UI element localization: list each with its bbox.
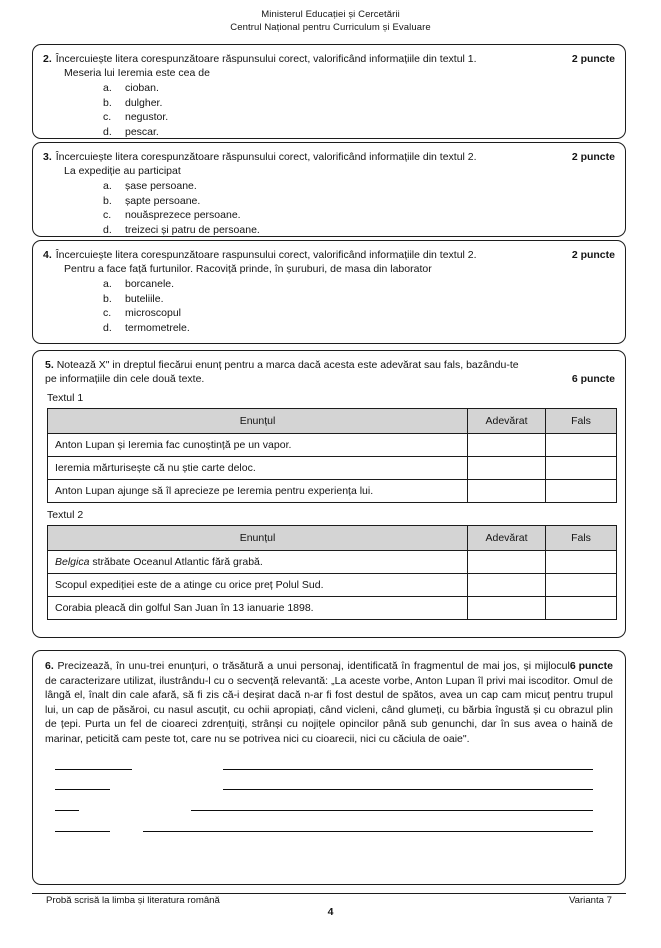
choice-option[interactable] xyxy=(33,194,625,209)
question-2-number: 2. xyxy=(43,53,52,65)
choice-option[interactable] xyxy=(33,125,625,140)
question-4-stem: Încercuiește litera corespunzătoare raspunsului corect, valorificând informațiile din textul 2. xyxy=(55,249,477,261)
answer-writing-area[interactable] xyxy=(33,751,625,843)
choice-letter: d. xyxy=(103,321,112,334)
question-3-stem: Încercuiește litera corespunzătoare răspunsului corect, valorificând informațiile din textul 2. xyxy=(55,151,477,163)
table-header-row xyxy=(48,526,617,551)
question-6-text: Precizează, în unu-trei enunțuri, o trăsătură a unui personaj, identificată în fragmentul de mai jos, și mijlocul de caracterizare utilizat, ilustrându-l cu o secvență relevantă: „La aceste vorbe, Anton Lupan îl privi mai iscoditor. Omul de lângă el, înalt din cale afară, să fi zis că-i deșirat dacă n-ar fi fost destul de spătos, avea un cap cam micuț pentru trupul lui, un cap de păsăroi, cu nasul ascuțit, cu ochii apropiați, când vicleni, când glumeți, cu bărbia îngustă și cu obrazul plin de țepi. Purta un fel de cioareci zdrențuiți, strânși cu nojițele opincilor până sub genunchi, dar în sus avea o haină de marinar, peticită cam peste tot, care nu se potrivea nici cu cioarecii, nici cu căciula de oaie". xyxy=(45,660,613,745)
question-5-points: 6 puncte xyxy=(571,373,615,386)
choice-option[interactable] xyxy=(33,81,625,96)
table-row xyxy=(48,480,617,503)
choice-text: pescar. xyxy=(125,125,159,138)
column-header-enuntul: Enunțul xyxy=(48,409,468,434)
question-box-4 xyxy=(32,240,626,344)
choice-text: nouăsprezece persoane. xyxy=(125,209,241,222)
question-4-number: 4. xyxy=(43,249,52,261)
fals-answer-cell[interactable] xyxy=(546,551,617,574)
choice-option[interactable] xyxy=(33,96,625,111)
fals-answer-cell[interactable] xyxy=(546,434,617,457)
ship-name-italic: Belgica xyxy=(55,556,90,569)
document-header xyxy=(0,0,661,34)
choice-text: buteliile. xyxy=(125,292,164,305)
choice-option[interactable] xyxy=(33,277,625,292)
statement-cell: Anton Lupan ajunge să îl aprecieze pe Ieremia pentru experiența lui. xyxy=(48,480,468,503)
answer-line-segment xyxy=(55,769,132,770)
question-4-header-row xyxy=(33,248,625,262)
question-6-points: 6 puncte xyxy=(569,660,613,672)
choice-letter: b. xyxy=(103,194,112,207)
question-5-stem-row-2 xyxy=(33,372,625,386)
question-box-6 xyxy=(32,650,626,885)
adevarat-answer-cell[interactable] xyxy=(468,457,546,480)
choice-option[interactable] xyxy=(33,223,625,238)
question-3-choices xyxy=(33,178,625,237)
adevarat-answer-cell[interactable] xyxy=(468,551,546,574)
question-2-choices xyxy=(33,80,625,139)
footer-variant: Varianta 7 xyxy=(568,895,612,906)
header-line-center: Centrul Național pentru Curriculum și Evaluare xyxy=(230,21,431,33)
choice-text: borcanele. xyxy=(125,278,175,290)
question-2-subprompt: Meseria lui Ieremia este cea de xyxy=(64,67,210,79)
choice-option[interactable] xyxy=(33,306,625,321)
truth-table-textul-1 xyxy=(47,408,617,503)
question-box-2 xyxy=(32,44,626,139)
choice-option[interactable] xyxy=(33,292,625,307)
statement-cell: Scopul expediției este de a atinge cu orice preț Polul Sud. xyxy=(48,574,468,597)
page-number: 4 xyxy=(327,906,334,918)
question-2-stem: Încercuiește litera corespunzătoare răspunsului corect, valorificând informațiile din textul 1. xyxy=(55,53,477,65)
question-2-header-row xyxy=(33,52,625,66)
choice-text: treizeci și patru de persoane. xyxy=(125,223,260,236)
choice-letter: b. xyxy=(103,96,112,109)
truth-table-textul-2 xyxy=(47,525,617,620)
choice-option[interactable] xyxy=(33,321,625,336)
choice-letter: d. xyxy=(103,125,112,138)
statement-cell xyxy=(48,551,468,574)
column-header-fals: Fals xyxy=(546,409,617,434)
footer-divider xyxy=(32,893,626,894)
adevarat-answer-cell[interactable] xyxy=(468,574,546,597)
question-4-choices xyxy=(33,276,625,335)
choice-letter: d. xyxy=(103,223,112,236)
question-5-stem-line2: pe informațiile din cele două texte. xyxy=(45,373,205,386)
choice-text: cioban. xyxy=(125,82,159,94)
choice-text: termometrele. xyxy=(125,321,190,334)
question-3-points: 2 puncte xyxy=(571,151,615,163)
statement-cell: Corabia pleacă din golful San Juan în 13 ianuarie 1898. xyxy=(48,597,468,620)
adevarat-answer-cell[interactable] xyxy=(468,597,546,620)
answer-line-segment xyxy=(55,789,110,790)
fals-answer-cell[interactable] xyxy=(546,597,617,620)
choice-text: dulgher. xyxy=(125,96,163,109)
fals-answer-cell[interactable] xyxy=(546,457,617,480)
statement-cell: Ieremia mărturisește că nu știe carte deloc. xyxy=(48,457,468,480)
answer-line-segment xyxy=(191,810,593,811)
column-header-enuntul: Enunțul xyxy=(48,526,468,551)
fals-answer-cell[interactable] xyxy=(546,480,617,503)
choice-letter: a. xyxy=(103,82,112,94)
choice-text: microscopul xyxy=(125,307,182,320)
choice-option[interactable] xyxy=(33,179,625,194)
choice-text: șapte persoane. xyxy=(125,194,201,207)
question-6-number: 6. xyxy=(45,660,54,672)
table-label-textul-2: Textul 2 xyxy=(47,509,84,522)
question-6-body-row xyxy=(33,659,625,747)
footer xyxy=(46,895,612,906)
adevarat-answer-cell[interactable] xyxy=(468,480,546,503)
table-row xyxy=(48,434,617,457)
question-5-stem-row xyxy=(33,358,625,372)
choice-letter: c. xyxy=(103,111,112,124)
choice-text: șase persoane. xyxy=(125,180,197,192)
question-3-number: 3. xyxy=(43,151,52,163)
table-label-textul-1: Textul 1 xyxy=(47,392,84,405)
choice-option[interactable] xyxy=(33,110,625,125)
question-4-points: 2 puncte xyxy=(571,249,615,261)
question-3-subprompt: La expediție au participat xyxy=(64,165,181,177)
answer-line-segment xyxy=(55,831,110,832)
answer-line-segment xyxy=(223,769,593,770)
statement-rest: străbate Oceanul Atlantic fără grabă. xyxy=(89,556,263,569)
table-row xyxy=(48,551,617,574)
column-header-fals: Fals xyxy=(546,526,617,551)
answer-line-segment xyxy=(143,831,593,832)
choice-text: negustor. xyxy=(125,111,169,124)
question-5-stem-line1: Notează X" in dreptul fiecărui enunț pentru a marca dacă acesta este adevărat sau fals, bazându-te xyxy=(56,359,519,371)
answer-line-segment xyxy=(223,789,593,790)
header-line-ministry: Ministerul Educației și Cercetării xyxy=(261,9,400,20)
question-2-points: 2 puncte xyxy=(571,53,615,65)
column-header-adevarat: Adevărat xyxy=(468,409,546,434)
table-row xyxy=(48,457,617,480)
choice-letter: c. xyxy=(103,209,112,222)
column-header-adevarat: Adevărat xyxy=(468,526,546,551)
choice-letter: a. xyxy=(103,180,112,192)
choice-letter: b. xyxy=(103,292,112,305)
question-box-3 xyxy=(32,142,626,237)
fals-answer-cell[interactable] xyxy=(546,574,617,597)
answer-line-segment xyxy=(55,810,79,811)
footer-exam-title: Probă scrisă la limba și literatura română xyxy=(46,895,220,906)
adevarat-answer-cell[interactable] xyxy=(468,434,546,457)
table-row xyxy=(48,574,617,597)
choice-letter: c. xyxy=(103,307,112,320)
question-5-number: 5. xyxy=(45,359,54,371)
question-4-subprompt: Pentru a face față furtunilor. Racoviță prinde, în șuruburi, de masa din laborator xyxy=(64,263,432,275)
choice-option[interactable] xyxy=(33,208,625,223)
table-row xyxy=(48,597,617,620)
question-box-5 xyxy=(32,350,626,638)
choice-letter: a. xyxy=(103,278,112,290)
table-header-row xyxy=(48,409,617,434)
question-3-header-row xyxy=(33,150,625,164)
statement-cell: Anton Lupan și Ieremia fac cunoștință pe un vapor. xyxy=(48,434,468,457)
